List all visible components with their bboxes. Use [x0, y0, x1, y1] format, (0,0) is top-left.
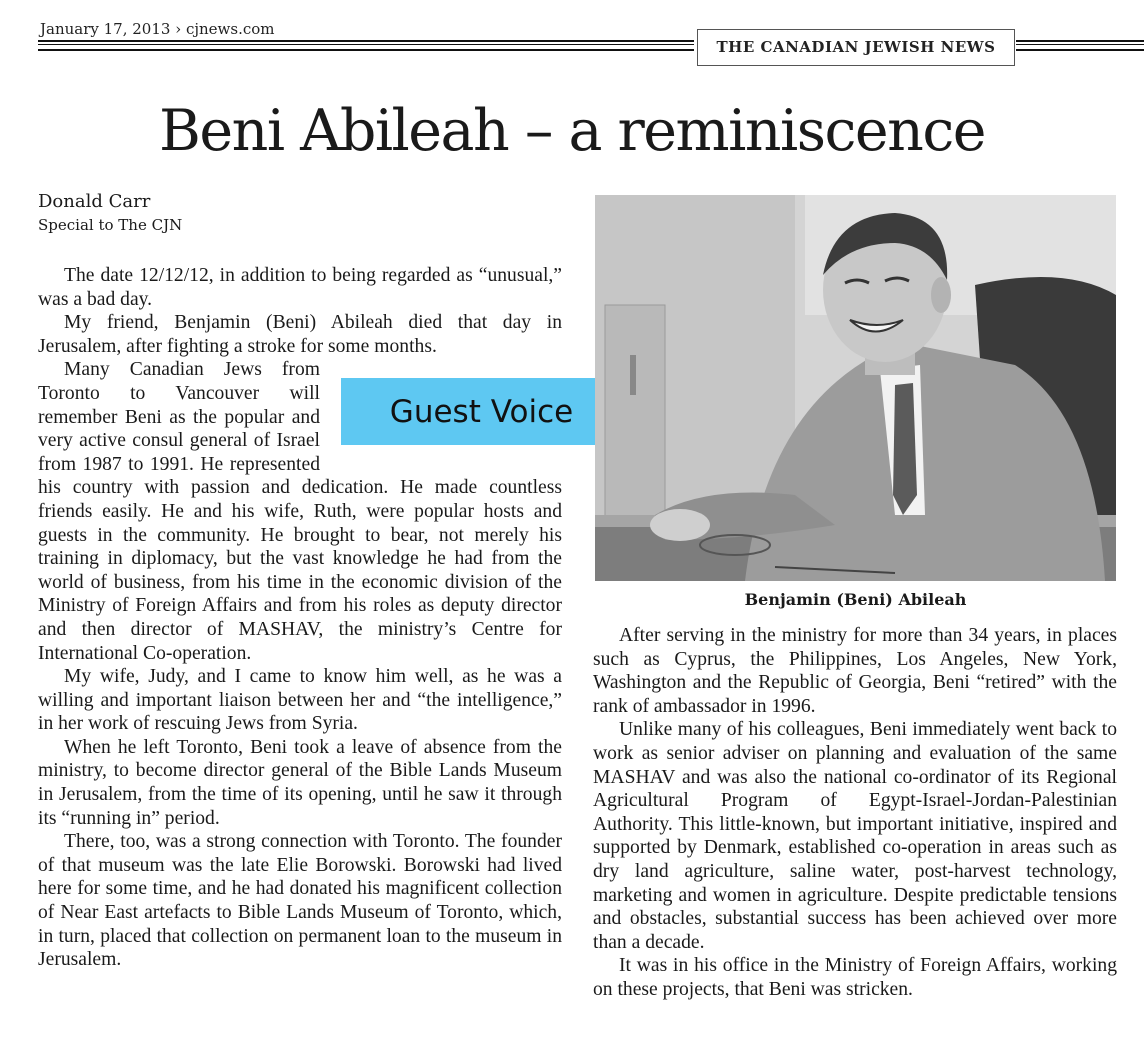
byline-author: Donald Carr	[38, 191, 151, 212]
paragraph: It was in his office in the Ministry of Foreign Affairs, working on these projects, that Beni was stricken.	[593, 955, 1117, 1000]
masthead-rule-left	[38, 40, 694, 51]
headline: Beni Abileah – a reminiscence	[158, 98, 986, 164]
paragraph: There, too, was a strong connection with Toronto. The founder of that museum was the late Elie Borowski. Borowski had lived here for some time, and he had donated his magnificent collection of Near East artefacts to Bible Lands Museum of Toronto, which, in turn, placed that collection on permanent loan to the museum in Jerusalem.	[38, 831, 562, 971]
portrait-illustration	[595, 195, 1116, 581]
masthead-title: THE CANADIAN JEWISH NEWS	[697, 29, 1015, 66]
paragraph: After serving in the ministry for more than 34 years, in places such as Cyprus, the Philippines, Los Angeles, New York, Washington and the Republic of Georgia, Beni “retired” with the rank of ambassador in 1996.	[593, 625, 1117, 717]
paragraph: My wife, Judy, and I came to know him well, as he was a willing and important liaison between her and “the intelligence,” in her work of rescuing Jews from Syria.	[38, 666, 562, 735]
article-column-right	[593, 624, 1117, 1002]
guest-voice-label: Guest Voice	[341, 378, 622, 445]
byline-note: Special to The CJN	[38, 216, 183, 234]
article-column-left	[38, 264, 562, 972]
dateline: January 17, 2013 › cjnews.com	[40, 20, 275, 38]
paragraph: Many Canadian Jews from Toronto to Vancouver will remember Beni as the popular and very active consul general of Israel from 1987 to 1991. He represented his country with passion and dedication. He made countless friends easily. He and his wife, Ruth, were popular hosts and guests in the community. He brought to bear, not merely his training in diplomacy, but the vast knowledge he had from the world of business, from his time in the economic division of the Ministry of Foreign Affairs and from his roles as deputy director and then director of MASHAV, the ministry’s Centre for International Co-operation.	[38, 359, 562, 664]
paragraph: The date 12/12/12, in addition to being regarded as “unusual,” was a bad day.	[38, 265, 562, 310]
paragraph: My friend, Benjamin (Beni) Abileah died that day in Jerusalem, after fighting a stroke for some months.	[38, 312, 562, 357]
masthead-rule-right	[1016, 40, 1144, 51]
paragraph: Unlike many of his colleagues, Beni immediately went back to work as senior adviser on planning and evaluation of the same MASHAV and was also the national co-ordinator of its Regional Agricultural Program of Egypt-Israel-Jordan-Palestinian Authority. This little-known, but important initiative, inspired and supported by Denmark, established co-operation in areas such as dry land agriculture, saline water, post-harvest technology, marketing and women in agriculture. Despite predictable tensions and obstacles, substantial success has been achieved over more than a decade.	[593, 719, 1117, 953]
portrait-photo	[595, 195, 1116, 581]
paragraph: When he left Toronto, Beni took a leave of absence from the ministry, to become director general of the Bible Lands Museum in Jerusalem, from the time of its opening, until he saw it through its “running in” period.	[38, 736, 562, 829]
photo-caption: Benjamin (Beni) Abileah	[744, 590, 967, 609]
